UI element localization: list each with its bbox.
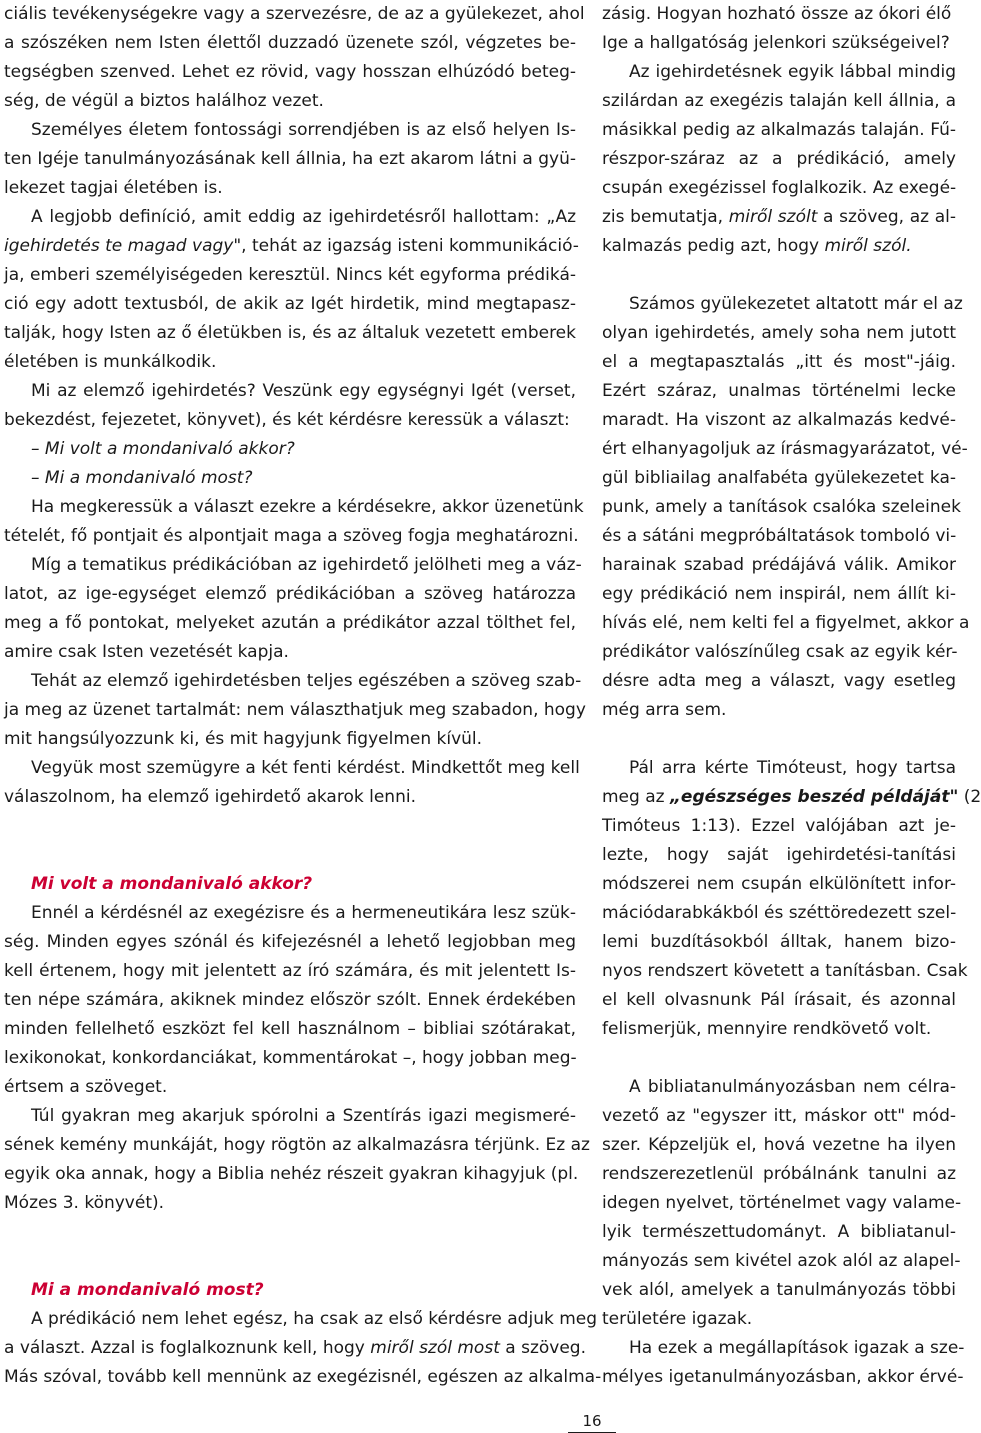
text-line: latot, az ige-egységet elemző prédikációban a szöveg határozza <box>4 584 576 604</box>
text-line: Vegyük most szemügyre a két fenti kérdést. Mindkettőt meg kell <box>31 758 580 778</box>
text-line: lyik természettudományt. A bibliatanul- <box>602 1222 956 1242</box>
text-line: Ezért száraz, unalmas történelmi lecke <box>602 381 956 401</box>
text-line: olyan igehirdetés, amely soha nem jutott <box>602 323 956 343</box>
italic-quote: igehirdetés te magad vagy" <box>4 236 242 256</box>
question-item: – Mi a mondanivaló most? <box>31 468 253 488</box>
text-line <box>4 1334 586 1363</box>
text-fragment: a szöveg, az al- <box>817 207 956 227</box>
section-heading: Mi a mondanivaló most? <box>31 1280 264 1300</box>
text-line: lemi buzdításokból álltak, hanem bizo- <box>602 932 956 952</box>
italic-phrase: miről szól most <box>370 1338 500 1358</box>
text-fragment: meg az <box>602 787 670 807</box>
paragraph <box>4 754 580 812</box>
paragraph <box>4 377 576 435</box>
text-line: idegen nyelvet, történelmet vagy valame- <box>602 1193 962 1213</box>
text-line: A legjobb definíció, amit eddig az igehirdetésről hallottam: „Az <box>31 207 576 227</box>
text-line: életében is munkálkodik. <box>4 352 217 372</box>
text-line: minden fellelhető eszközt fel kell használnom – bibliai szótárakat, <box>4 1019 576 1039</box>
text-line: Ha megkeressük a választ ezekre a kérdésekre, akkor üzenetünk <box>31 497 584 517</box>
text-line: csupán exegézissel foglalkozik. Az exegé- <box>602 178 957 198</box>
paragraph <box>602 754 981 1044</box>
text-line: Számos gyülekezetet altatott már el az <box>629 294 963 314</box>
text-line <box>602 203 956 232</box>
section-heading: Mi volt a mondanivaló akkor? <box>31 874 313 894</box>
text-fragment: a szöveg. <box>499 1338 586 1358</box>
text-line: kell értenem, hogy mit jelentett az író számára, és mit jelentett Is- <box>4 961 576 981</box>
paragraph <box>4 1102 590 1218</box>
spacer <box>4 812 576 870</box>
text-line: A bibliatanulmányozásban nem célra- <box>629 1077 956 1097</box>
text-line: mélyes igetanulmányozásban, akkor érvé- <box>602 1367 964 1387</box>
text-line: ten Igéje tanulmányozásának kell állnia, ha ezt akarom látni a gyü- <box>4 149 576 169</box>
paragraph <box>4 667 586 754</box>
paragraph <box>602 1073 962 1334</box>
question-item: – Mi volt a mondanivaló akkor? <box>31 439 295 459</box>
text-line: módszerei nem csupán elkülönített infor- <box>602 874 956 894</box>
text-line: felismerjük, mennyire rendkövető volt. <box>602 1019 932 1039</box>
text-line: Ige a hallgatóság jelenkori szükségeivel? <box>602 33 950 53</box>
text-line: el a megtapasztalás „itt és most"-jáig. <box>602 352 956 372</box>
text-line: lezte, hogy saját igehirdetési-tanítási <box>602 845 956 865</box>
spacer <box>602 261 956 290</box>
page-number: 16 <box>568 1410 616 1433</box>
question-list <box>4 435 576 493</box>
text-line: a szószéken nem Isten élettől duzzadó üzenete szól, végzetes be- <box>4 33 576 53</box>
text-line: maradt. Ha viszont az alkalmazás kedvé- <box>602 410 956 430</box>
text-line: Ha ezek a megállapítások igazak a sze- <box>629 1338 965 1358</box>
paragraph <box>4 899 576 1102</box>
spacer <box>602 1044 956 1073</box>
text-line: részpor-száraz az a prédikáció, amely <box>602 149 956 169</box>
text-line: zásig. Hogyan hozható össze az ókori élő <box>602 4 952 24</box>
text-line: A prédikáció nem lehet egész, ha csak az első kérdésre adjuk meg <box>31 1309 598 1329</box>
text-line <box>4 232 579 261</box>
text-line: ért elhanyagoljuk az írásmagyarázatot, vé- <box>602 439 968 459</box>
text-line: gül bibliailag analfabéta gyülekezetet ka- <box>602 468 956 488</box>
bold-italic-quote: „egészséges beszéd példáját" <box>669 787 959 807</box>
text-line: désre adta meg a választ, vagy esetleg <box>602 671 956 691</box>
paragraph <box>602 58 956 261</box>
text-fragment: (2 <box>958 787 981 807</box>
paragraph <box>602 1334 965 1392</box>
text-line: szilárdan az exegézis talaján kell állnia, a <box>602 91 956 111</box>
paragraph <box>4 551 582 667</box>
text-line: Más szóval, tovább kell mennünk az exegézisnél, egészen az alkalma- <box>4 1367 602 1387</box>
paragraph <box>602 0 956 58</box>
text-line <box>602 232 956 261</box>
text-line: Mi az elemző igehirdetés? Veszünk egy egységnyi Igét (verset, <box>31 381 576 401</box>
text-line: ten népe számára, akiknek mindez először szólt. Ennek érdekében <box>4 990 576 1010</box>
text-line: szer. Képzeljük el, hová vezetne ha ilyen <box>602 1135 956 1155</box>
text-line: mányozás sem kivétel azok alól az alapel- <box>602 1251 961 1271</box>
text-line: Tehát az elemző igehirdetésben teljes egészében a szöveg szab- <box>31 671 582 691</box>
text-line: ség, de végül a biztos halálhoz vezet. <box>4 91 324 111</box>
text-line: meg a fő pontokat, melyeket azután a prédikátor azzal tölthet fel, <box>4 613 576 633</box>
paragraph <box>602 290 970 725</box>
text-line: Pál arra kérte Timóteust, hogy tartsa <box>629 758 956 778</box>
text-line: egy prédikáció nem inspirál, nem állít ki- <box>602 584 956 604</box>
italic-phrase: miről szól. <box>824 236 912 256</box>
text-line: Személyes életem fontossági sorrendjében is az első helyen Is- <box>31 120 576 140</box>
text-fragment: zis bemutatja, <box>602 207 729 227</box>
text-line <box>602 783 981 812</box>
text-line: és a sátáni megpróbáltatások tomboló vi- <box>602 526 957 546</box>
text-line: lekezet tagjai életében is. <box>4 178 223 198</box>
text-line: értsem a szöveget. <box>4 1077 168 1097</box>
text-line: vek alól, amelyek a tanulmányozás többi <box>602 1280 956 1300</box>
text-line: ja, emberi személyiségeden keresztül. Nincs két egyforma prédiká- <box>4 265 576 285</box>
paragraph <box>4 0 585 116</box>
text-fragment: , tehát az igazság isteni kommunikáció- <box>241 236 579 256</box>
text-line: válaszolnom, ha elemző igehirdető akarok lenni. <box>4 787 416 807</box>
text-line: sének kemény munkáját, hogy rögtön az alkalmazásra térjünk. Ez az <box>4 1135 590 1155</box>
text-line: ció egy adott textusból, de akik az Igét hirdetik, mind megtapasz- <box>4 294 576 314</box>
text-line: mit hangsúlyozzunk ki, és mit hagyjunk figyelmen kívül. <box>4 729 483 749</box>
text-line: területére igazak. <box>602 1309 753 1329</box>
paragraph <box>4 203 579 377</box>
text-line: Mózes 3. könyvét). <box>4 1193 165 1213</box>
spacer <box>4 1218 576 1276</box>
text-line: vezető az "egyszer itt, máskor ott" mód- <box>602 1106 956 1126</box>
paragraph <box>4 116 576 203</box>
text-line: rendszerezetlenül próbálnánk tanulni az <box>602 1164 956 1184</box>
text-line: lexikonokat, konkordanciákat, kommentárokat –, hogy jobban meg- <box>4 1048 577 1068</box>
text-line: ség. Minden egyes szónál és kifejezésnél a lehető legjobban meg <box>4 932 576 952</box>
text-line: tegségben szenved. Lehet ez rövid, vagy hosszan elhúzódó beteg- <box>4 62 576 82</box>
italic-phrase: miről szólt <box>728 207 818 227</box>
text-line: Az igehirdetésnek egyik lábbal mindig <box>629 62 956 82</box>
text-line: prédikátor valószínűleg csak az egyik kér- <box>602 642 958 662</box>
text-line: még arra sem. <box>602 700 727 720</box>
text-line: ja meg az üzenet tartalmát: nem választhatjuk meg szabadon, hogy <box>4 700 586 720</box>
text-line: Míg a tematikus prédikációban az igehirdető jelölheti meg a váz- <box>31 555 582 575</box>
text-line: harainak szabad prédájává válik. Amikor <box>602 555 956 575</box>
text-line: punk, amely a tanítások csalóka szeleinek <box>602 497 961 517</box>
spacer <box>602 725 956 754</box>
text-line: mációdarabkákból és széttöredezett szel- <box>602 903 957 923</box>
left-column <box>4 0 602 1392</box>
text-line: Timóteus 1:13). Ezzel valójában azt je- <box>602 816 956 836</box>
text-fragment: kalmazás pedig azt, hogy <box>602 236 825 256</box>
text-line: egyik oka annak, hogy a Biblia nehéz részeit gyakran kihagyjuk (pl. <box>4 1164 579 1184</box>
text-line: amire csak Isten vezetését kapja. <box>4 642 289 662</box>
paragraph <box>4 493 584 551</box>
text-line: Ennél a kérdésnél az exegézisre és a hermeneutikára lesz szük- <box>31 903 576 923</box>
text-line: hívás elé, nem kelti fel a figyelmet, akkor a <box>602 613 970 633</box>
text-line: bekezdést, fejezetet, könyvet), és két kérdésre keressük a választ: <box>4 410 570 430</box>
text-line: nyos rendszert követett a tanításban. Csak <box>602 961 968 981</box>
paragraph <box>4 1305 602 1392</box>
text-line: el kell olvasnunk Pál írásait, és azonnal <box>602 990 956 1010</box>
text-line: tételét, fő pontjait és alpontjait maga a szöveg fogja meghatározni. <box>4 526 579 546</box>
text-line: Túl gyakran meg akarjuk spórolni a Szentírás igazi megismeré- <box>31 1106 576 1126</box>
text-line: másikkal pedig az alkalmazás talaján. Fű- <box>602 120 956 140</box>
text-line: ciális tevékenységekre vagy a szervezésre, de az a gyülekezet, ahol <box>4 4 585 24</box>
text-line: talják, hogy Isten az ő életükben is, és az általuk vezetett emberek <box>4 323 576 343</box>
text-fragment: a választ. Azzal is foglalkoznunk kell, hogy <box>4 1338 371 1358</box>
right-column <box>602 0 981 1392</box>
